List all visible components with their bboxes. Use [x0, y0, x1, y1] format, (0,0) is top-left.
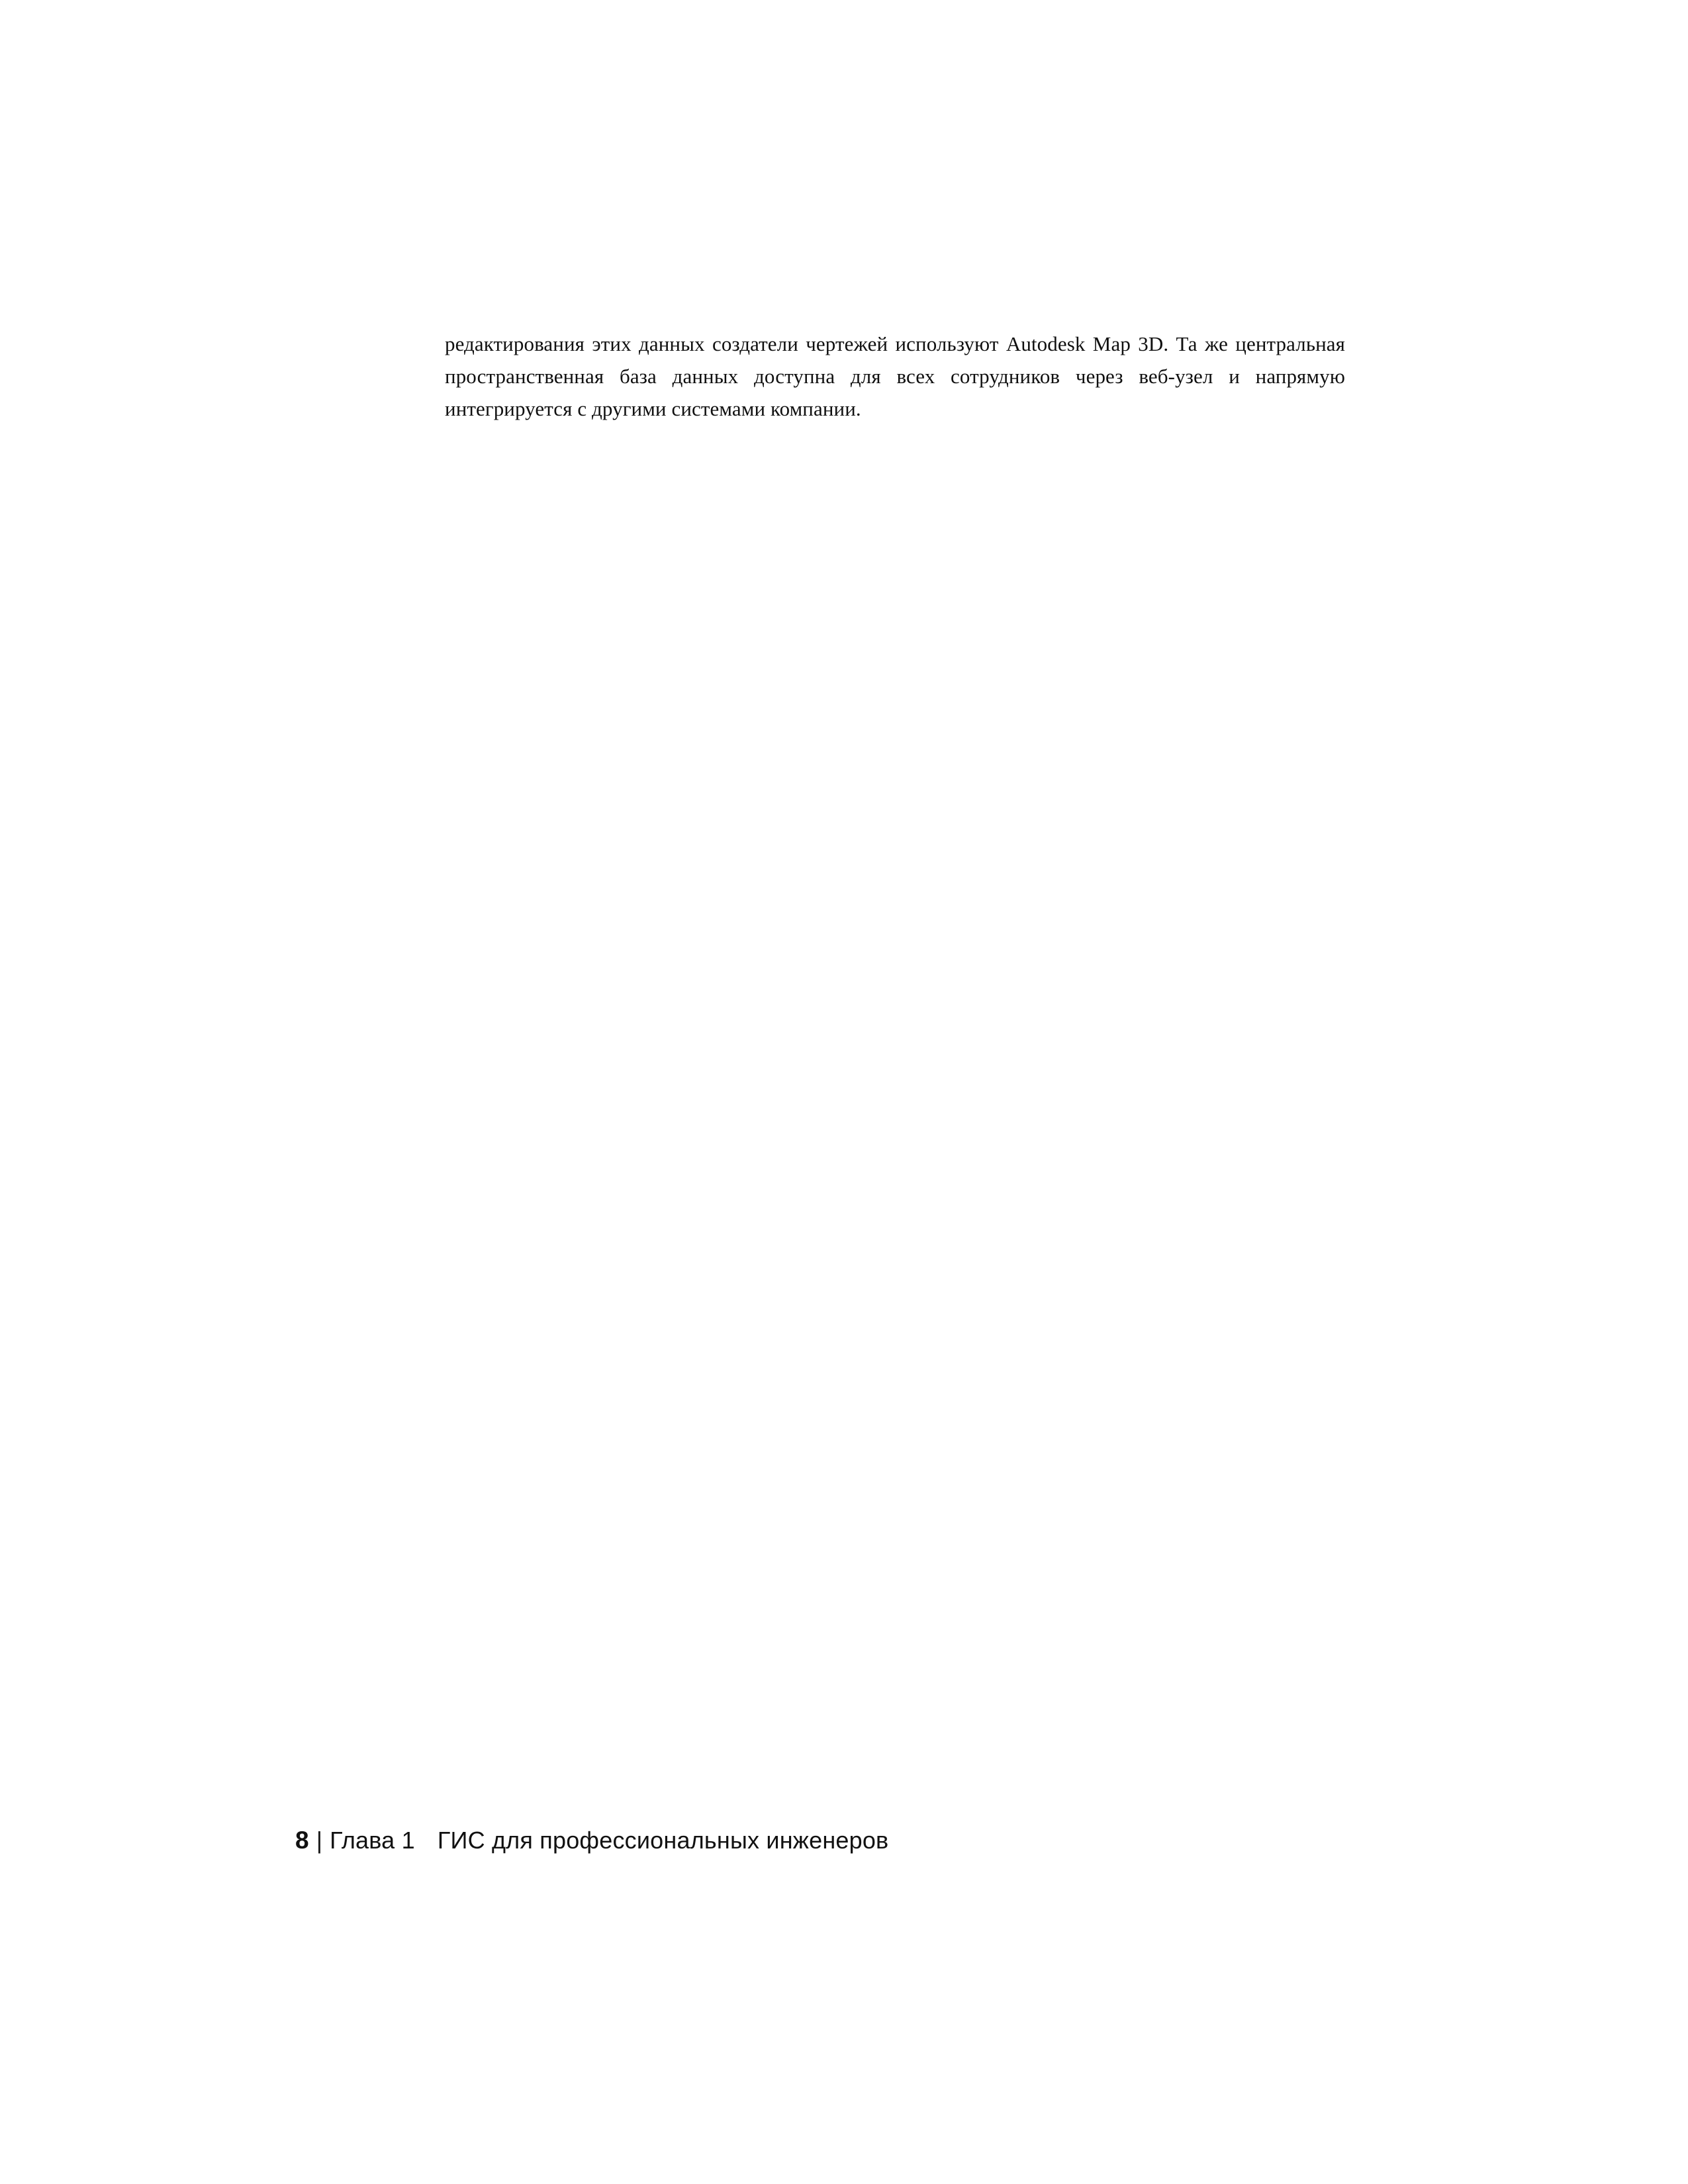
footer-separator: |	[316, 1827, 323, 1854]
paragraph: редактирования этих данных создатели чертежей используют Autodesk Map 3D. Та же центральная пространственная база данных доступна для всех сотрудников через веб-узел и напрямую интегрируется с другими системами компании.	[445, 332, 1345, 420]
footer-chapter-title: ГИС для профессиональных инженеров	[437, 1827, 889, 1854]
page-footer	[295, 1827, 888, 1854]
footer-chapter-label: Глава 1	[330, 1827, 415, 1854]
body-text-block	[445, 328, 1345, 425]
footer-page-number: 8	[295, 1827, 309, 1854]
